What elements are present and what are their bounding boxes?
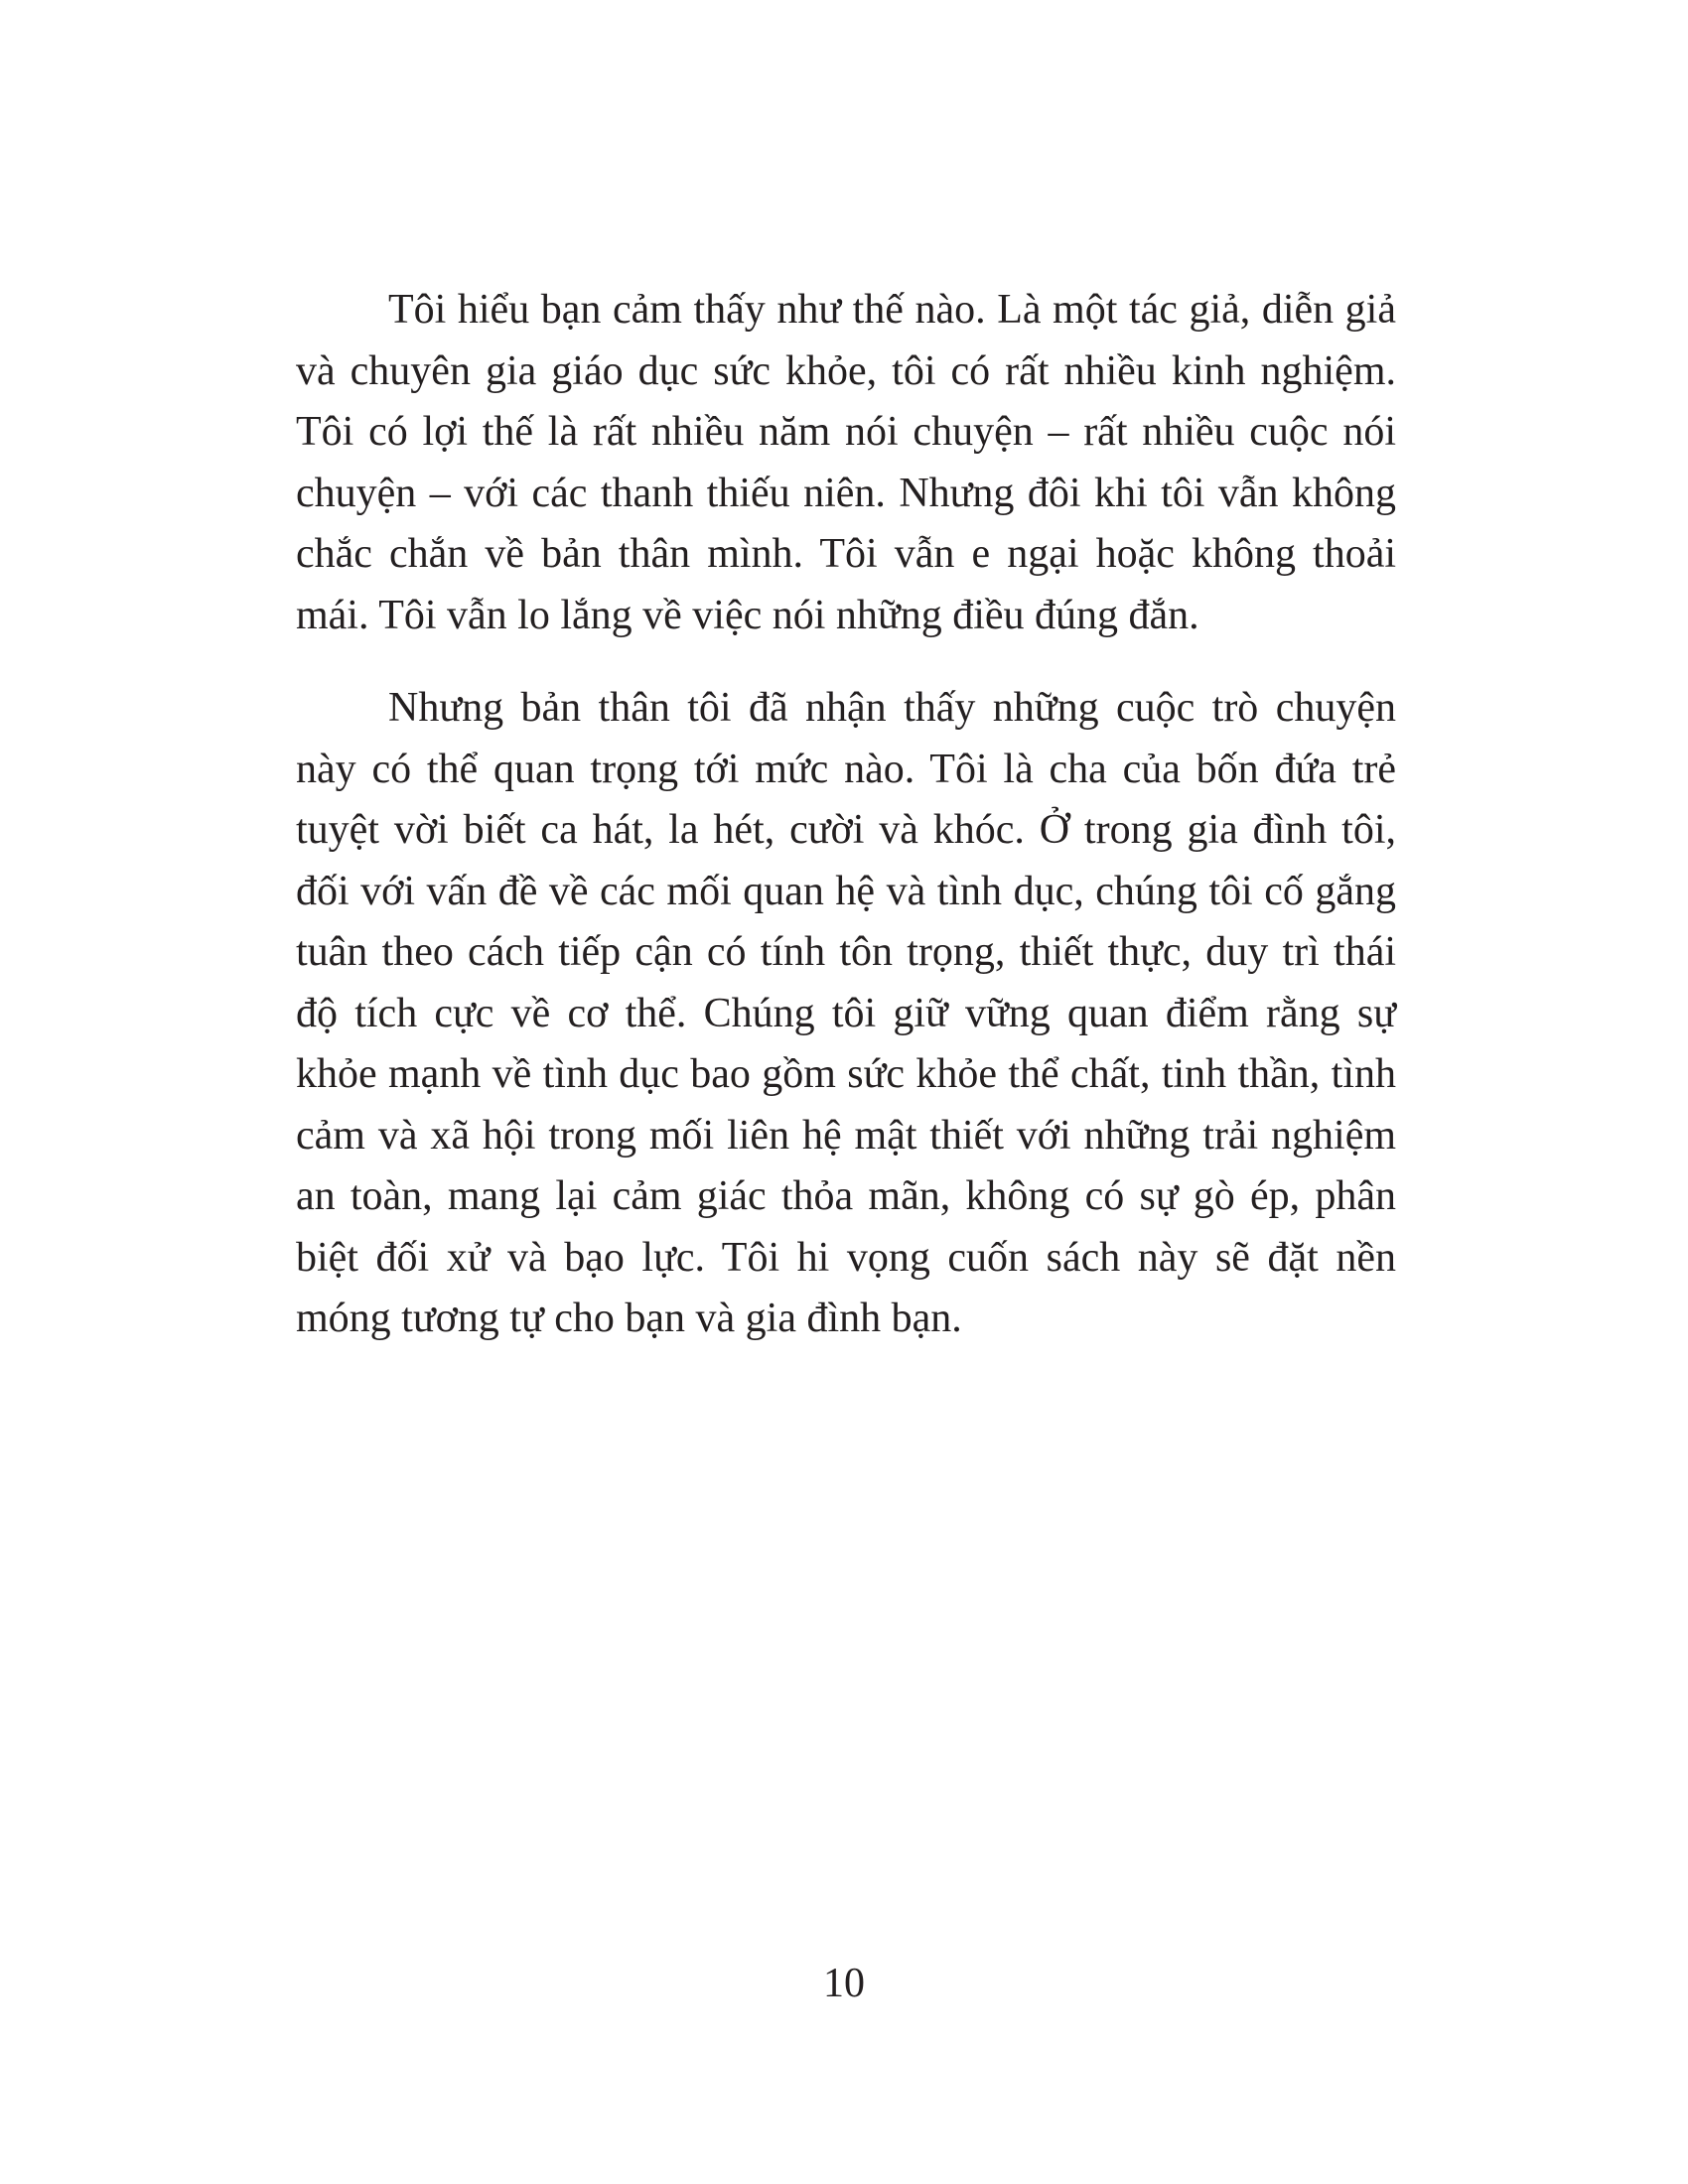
paragraph-2: Nhưng bản thân tôi đã nhận thấy những cuộc trò chuyện này có thể quan trọng tới mức nào. Tôi là cha của bốn đứa trẻ tuyệt vời biết ca hát, la hét, cười và khóc. Ở trong gia đình tôi, đối với vấn đề về các mối quan hệ và tình dục, chúng tôi cố gắng tuân theo cách tiếp cận có tính tôn trọng, thiết thực, duy trì thái độ tích cực về cơ thể. Chúng tôi giữ vững quan điểm rằng sự khỏe mạnh về tình dục bao gồm sức khỏe thể chất, tinh thần, tình cảm và xã hội trong mối liên hệ mật thiết với những trải nghiệm an toàn, mang lại cảm giác thỏa mãn, không có sự gò ép, phân biệt đối xử và bạo lực. Tôi hi vọng cuốn sách này sẽ đặt nền móng tương tự cho bạn và gia đình bạn. <box>296 685 1396 1341</box>
body-text <box>296 280 1396 1350</box>
page-number: 10 <box>823 1961 865 2006</box>
paragraph-1: Tôi hiểu bạn cảm thấy như thế nào. Là một tác giả, diễn giả và chuyên gia giáo dục sức khỏe, tôi có rất nhiều kinh nghiệm. Tôi có lợi thế là rất nhiều năm nói chuyện – rất nhiều cuộc nói chuyện – với các thanh thiếu niên. Nhưng đôi khi tôi vẫn không chắc chắn về bản thân mình. Tôi vẫn e ngại hoặc không thoải mái. Tôi vẫn lo lắng về việc nói những điều đúng đắn. <box>296 287 1396 638</box>
